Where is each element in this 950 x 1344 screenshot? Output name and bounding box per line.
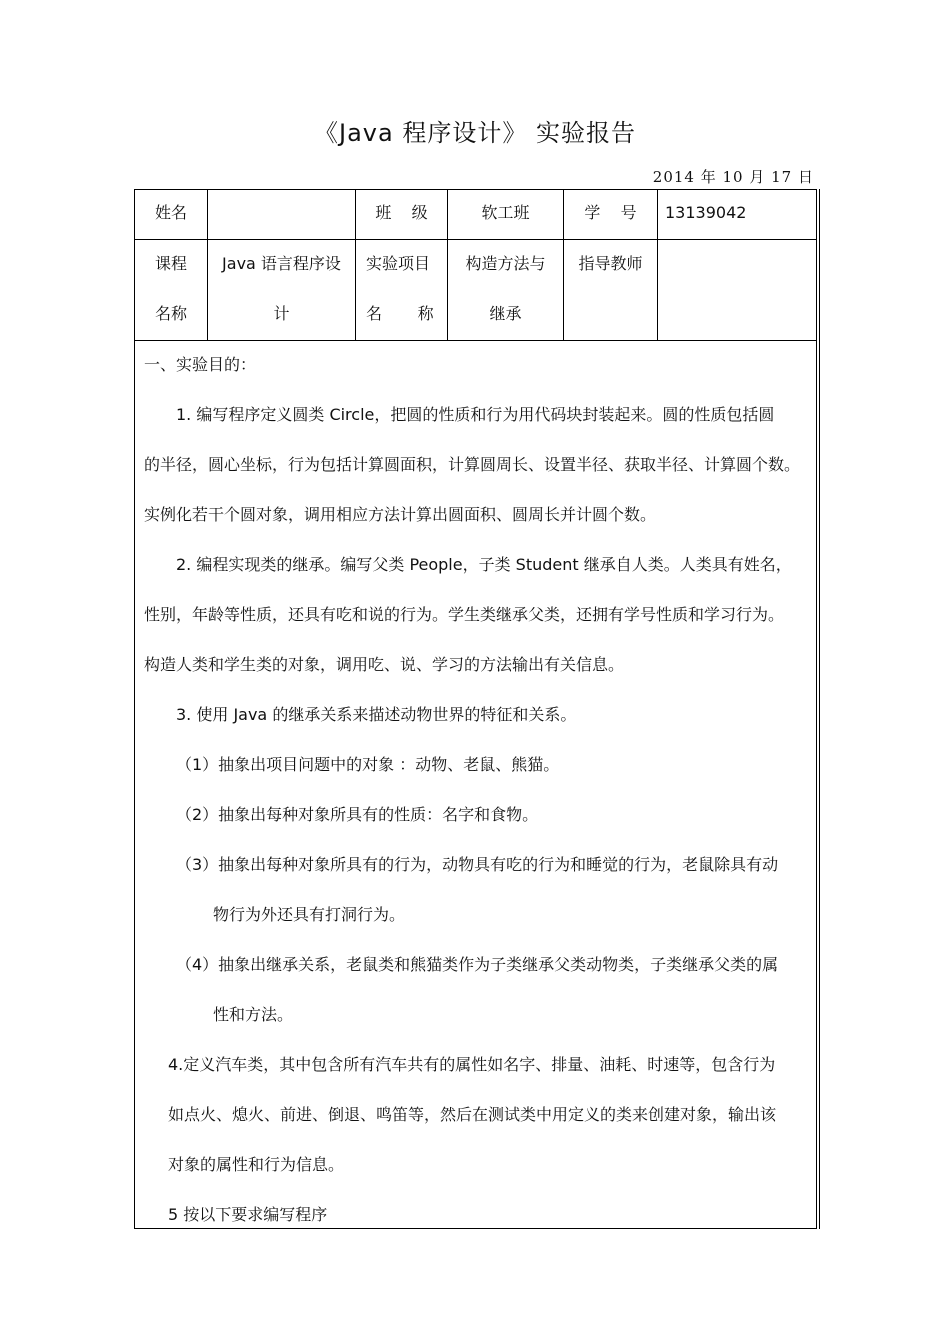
text-line: 2. 编程实现类的继承。编写父类 People，子类 Student 继承自人类。人类具有姓名，: [176, 555, 792, 574]
course-label-line1: 课程: [154, 254, 187, 273]
col-divider-5: [657, 189, 658, 340]
class-value: 软工班: [481, 203, 530, 222]
text-line: 性别，年龄等性质，还具有吃和说的行为。学生类继承父类，还拥有学号性质和学习行为。: [144, 605, 785, 624]
project-value-line2: 继承: [489, 304, 522, 323]
id-value: 13139042: [665, 203, 747, 222]
project-label-line1: 实验项目: [366, 254, 431, 273]
text-line: 4.定义汽车类，其中包含所有汽车共有的属性如名字、排量、油耗、时速等，包含行为: [168, 1055, 776, 1074]
teacher-label: 指导教师: [578, 254, 643, 273]
course-value-line1: Java 语言程序设: [222, 254, 341, 273]
text-line: 3. 使用 Java 的继承关系来描述动物世界的特征和关系。: [176, 705, 577, 724]
text-line: 5 按以下要求编写程序: [168, 1205, 328, 1224]
text-line: （3）抽象出每种对象所具有的行为，动物具有吃的行为和睡觉的行为，老鼠除具有动: [176, 855, 779, 874]
name-label: 姓名: [154, 203, 187, 222]
report-title: 《Java 程序设计》 实验报告: [314, 119, 636, 147]
class-label: 班 级: [375, 203, 428, 222]
id-label: 学 号: [584, 203, 637, 222]
text-line: 如点火、熄火、前进、倒退、鸣笛等，然后在测试类中用定义的类来创建对象，输出该: [168, 1105, 777, 1124]
course-value-line2: 计: [273, 304, 290, 323]
text-line: 对象的属性和行为信息。: [168, 1155, 345, 1174]
report-date: 2014 年 10 月 17 日: [652, 168, 814, 186]
text-line: 实例化若干个圆对象，调用相应方法计算出圆面积、圆周长并计圆个数。: [144, 505, 657, 524]
row-divider-1: [134, 239, 817, 240]
text-line: 性和方法。: [213, 1005, 294, 1024]
text-line: （4）抽象出继承关系，老鼠类和熊猫类作为子类继承父类动物类，子类继承父类的属: [176, 955, 779, 974]
text-line: 1. 编写程序定义圆类 Circle，把圆的性质和行为用代码块封装起来。圆的性质包括圆: [176, 405, 775, 424]
text-line: （2）抽象出每种对象所具有的性质：名字和食物。: [176, 805, 539, 824]
table-double-border: [819, 189, 820, 1229]
text-line: 物行为外还具有打洞行为。: [213, 905, 406, 924]
project-label-line2: 名 称: [366, 304, 434, 323]
text-line: 构造人类和学生类的对象，调用吃、说、学习的方法输出有关信息。: [144, 655, 625, 674]
text-line: （1）抽象出项目问题中的对象 ：动物、老鼠、熊猫。: [176, 755, 560, 774]
section-heading: 一、实验目的：: [144, 355, 257, 374]
project-value-line1: 构造方法与: [465, 254, 546, 273]
course-label-line2: 名称: [154, 304, 187, 323]
text-line: 的半径，圆心坐标，行为包括计算圆面积，计算圆周长、设置半径、获取半径、计算圆个数。: [144, 455, 801, 474]
